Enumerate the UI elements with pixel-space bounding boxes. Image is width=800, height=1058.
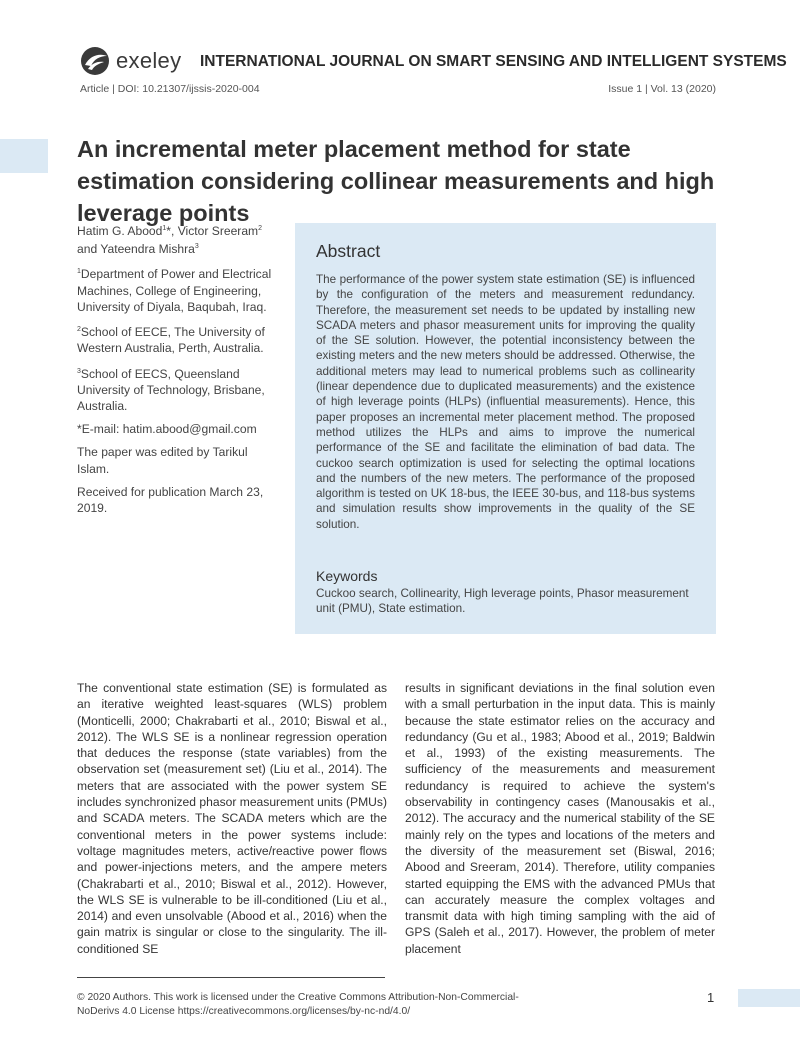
right-accent-bar [738,989,800,1007]
keywords-text: Cuckoo search, Collinearity, High leverage points, Phasor measurement unit (PMU), State estimation. [316,587,689,616]
corresponding-email[interactable]: *E-mail: hatim.abood@gmail.com [77,422,257,437]
affiliation-text: Department of Power and Electrical Machines, College of Engineering, University of Diyala, Baqubah, Iraq. [77,267,272,314]
affiliation-mark: 3 [77,367,81,375]
body-column-right: results in significant deviations in the final solution even with a small perturbation in the input data. This is mainly because the state estimator relies on the accuracy and redundancy (Gu et al., 1983; Abood et al., 2019; Baldwin et al., 1993) of the existing measurements. The sufficiency of the measurements and measurement redundancy is required to achieve the system's observability in contingency cases (Manousakis et al., 2012). The accuracy and the numerical stability of the SE mainly rely on the types and locations of the meters and the diversity of the measurement set (Biswal, 2016; Abood and Sreeram, 2014). Therefore, utility companies started equipping the EMS with the advanced PMUs that can accurately measure the complex voltages and transmit data with high timing sampling with the aid of GPS (Saleh et al., 2017). However, the problem of meter placement [405,681,715,956]
article-doi[interactable]: Article | DOI: 10.21307/ijssis-2020-004 [80,83,260,95]
left-accent-bar [0,139,48,173]
author-name: Hatim G. Abood [77,224,163,239]
author-name: and Yateendra Mishra [77,242,195,257]
affiliation-3 [77,364,277,415]
author-affiliation-mark: 2 [258,225,263,232]
affiliation-mark: 2 [77,326,81,334]
journal-title: INTERNATIONAL JOURNAL ON SMART SENSING AND INTELLIGENT SYSTEMS [200,53,787,70]
license-footer: © 2020 Authors. This work is licensed under the Creative Commons Attribution-Non-Commercial-NoDerivs 4.0 License https://creativecommons.org/licenses/by-nc-nd/4.0/ [77,992,519,1017]
abstract-heading: Abstract [316,241,381,261]
abstract-text: The performance of the power system state estimation (SE) is influenced by the configuration of the meters and measurement redundancy. Therefore, the measurement set needs to be updated by installing new SCADA meters and phasor measurement units for improving the quality of the SE solution. However, the potential inconsistency between the existing meters and the new meters should be addressed. Otherwise, the additional meters may lead to numerical problems such as collinearity (linear dependence due to duplicated measurements) and the existence of high leverage points (HLPs) (influential measurements). Hence, this paper proposes an incremental meter placement method. The proposed method utilizes the HLPs and aims to improve the numerical performance of the SE and facilitate the elimination of bad data. The cuckoo search optimization is used for selecting the optimal locations and the numbers of the new meters. The performance of the proposed algorithm is tested on UK 18-bus, the IEEE 30-bus, and 118-bus systems and simulation results show improvements in the quality of the SE solution. [316,273,695,531]
affiliation-text: School of EECE, The University of Western Australia, Perth, Australia. [77,325,265,356]
author-affiliation-mark: 1 [162,225,167,232]
issue-volume: Issue 1 | Vol. 13 (2020) [608,83,716,95]
paper-title: An incremental meter placement method for state estimation considering collinear measurements and high leverage points [77,136,715,226]
edited-by: The paper was edited by Tarikul Islam. [77,445,248,476]
author-name: *, Victor Sreeram [166,224,259,239]
affiliation-mark: 1 [77,268,81,276]
received-date: Received for publication March 23, 2019. [77,484,264,515]
authors [77,221,277,257]
exeley-logo-icon [80,46,110,76]
affiliation-2 [77,322,277,356]
affiliation-text: School of EECS, Queensland University of Technology, Brisbane, Australia. [77,366,265,413]
body-column-left: The conventional state estimation (SE) is formulated as an iterative weighted least-squares (WLS) problem (Monticelli, 2000; Chakrabarti et al., 2010; Biswal et al., 2012). The WLS SE is a nonlinear regression operation that deduces the response (state variables) from the observation set (measurement set) (Liu et al., 2014). The meters that are associated with the power system SE includes synchronized phasor measurement units (PMUs) and SCADA meters. The SCADA meters which are the conventional meters in the power systems include: voltage magnitudes meters, active/reactive power flows and power-injections meters, and the ampere meters (Chakrabarti et al., 2010; Biswal et al., 2012). However, the WLS SE is vulnerable to be ill-conditioned (Liu et al., 2014) and even unsolvable (Abood et al., 2016) when the gain matrix is singular or close to the singularity. The ill-conditioned SE [77,681,387,956]
keywords-heading: Keywords [316,568,378,584]
footnote-divider [77,977,385,978]
abstract-panel [295,223,716,634]
brand-name: exeley [116,48,182,73]
affiliation-1 [77,264,277,315]
author-info [77,221,277,523]
author-affiliation-mark: 3 [194,243,199,251]
page-number: 1 [707,990,715,1005]
